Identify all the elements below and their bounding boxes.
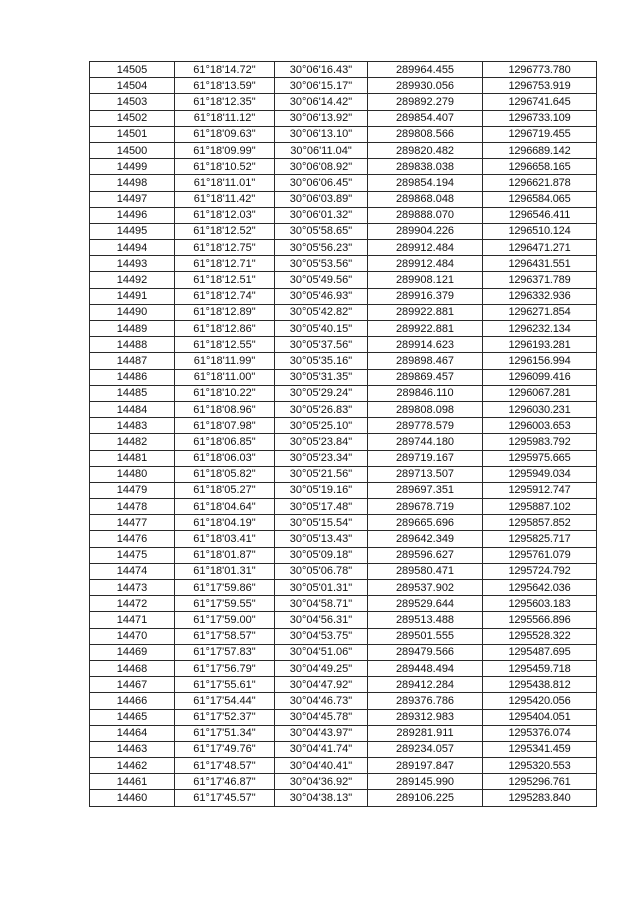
point-id-cell: 14461 <box>90 774 175 790</box>
table-row <box>90 191 597 207</box>
y-coordinate-cell: 1295825.717 <box>483 531 597 547</box>
x-coordinate-cell: 289778.579 <box>368 418 483 434</box>
y-coordinate-cell: 1295857.852 <box>483 515 597 531</box>
latitude-cell: 61°18'14.72" <box>175 62 275 78</box>
table-row <box>90 272 597 288</box>
point-id-cell: 14485 <box>90 385 175 401</box>
y-coordinate-cell: 1296621.878 <box>483 175 597 191</box>
table-row <box>90 288 597 304</box>
x-coordinate-cell: 289665.696 <box>368 515 483 531</box>
y-coordinate-cell: 1296332.936 <box>483 288 597 304</box>
table-row <box>90 369 597 385</box>
latitude-cell: 61°18'03.41" <box>175 531 275 547</box>
point-id-cell: 14500 <box>90 142 175 158</box>
table-row <box>90 337 597 353</box>
table-row <box>90 434 597 450</box>
coordinates-table <box>89 61 597 807</box>
x-coordinate-cell: 289838.038 <box>368 159 483 175</box>
point-id-cell: 14503 <box>90 94 175 110</box>
table-row <box>90 790 597 806</box>
table-row <box>90 644 597 660</box>
y-coordinate-cell: 1295420.056 <box>483 693 597 709</box>
latitude-cell: 61°18'09.99" <box>175 142 275 158</box>
point-id-cell: 14470 <box>90 628 175 644</box>
longitude-cell: 30°06'16.43" <box>275 62 368 78</box>
longitude-cell: 30°06'03.89" <box>275 191 368 207</box>
longitude-cell: 30°05'13.43" <box>275 531 368 547</box>
latitude-cell: 61°17'48.57" <box>175 758 275 774</box>
longitude-cell: 30°05'01.31" <box>275 580 368 596</box>
longitude-cell: 30°05'35.16" <box>275 353 368 369</box>
longitude-cell: 30°06'06.45" <box>275 175 368 191</box>
longitude-cell: 30°04'41.74" <box>275 741 368 757</box>
table-row <box>90 547 597 563</box>
x-coordinate-cell: 289964.455 <box>368 62 483 78</box>
table-row <box>90 450 597 466</box>
point-id-cell: 14488 <box>90 337 175 353</box>
point-id-cell: 14464 <box>90 725 175 741</box>
latitude-cell: 61°18'11.42" <box>175 191 275 207</box>
longitude-cell: 30°04'58.71" <box>275 596 368 612</box>
point-id-cell: 14486 <box>90 369 175 385</box>
x-coordinate-cell: 289854.194 <box>368 175 483 191</box>
y-coordinate-cell: 1296584.065 <box>483 191 597 207</box>
coordinates-table-body <box>90 62 597 807</box>
point-id-cell: 14479 <box>90 482 175 498</box>
table-row <box>90 385 597 401</box>
x-coordinate-cell: 289513.488 <box>368 612 483 628</box>
table-row <box>90 78 597 94</box>
y-coordinate-cell: 1296733.109 <box>483 110 597 126</box>
point-id-cell: 14473 <box>90 580 175 596</box>
x-coordinate-cell: 289376.786 <box>368 693 483 709</box>
y-coordinate-cell: 1296658.165 <box>483 159 597 175</box>
x-coordinate-cell: 289678.719 <box>368 499 483 515</box>
table-row <box>90 677 597 693</box>
x-coordinate-cell: 289537.902 <box>368 580 483 596</box>
x-coordinate-cell: 289916.379 <box>368 288 483 304</box>
latitude-cell: 61°18'12.03" <box>175 207 275 223</box>
longitude-cell: 30°04'53.75" <box>275 628 368 644</box>
table-row <box>90 223 597 239</box>
x-coordinate-cell: 289596.627 <box>368 547 483 563</box>
latitude-cell: 61°18'10.52" <box>175 159 275 175</box>
point-id-cell: 14482 <box>90 434 175 450</box>
table-row <box>90 725 597 741</box>
y-coordinate-cell: 1295404.051 <box>483 709 597 725</box>
x-coordinate-cell: 289930.056 <box>368 78 483 94</box>
point-id-cell: 14471 <box>90 612 175 628</box>
longitude-cell: 30°05'06.78" <box>275 563 368 579</box>
y-coordinate-cell: 1295566.896 <box>483 612 597 628</box>
latitude-cell: 61°17'51.34" <box>175 725 275 741</box>
point-id-cell: 14493 <box>90 256 175 272</box>
y-coordinate-cell: 1295341.459 <box>483 741 597 757</box>
y-coordinate-cell: 1296193.281 <box>483 337 597 353</box>
point-id-cell: 14475 <box>90 547 175 563</box>
table-row <box>90 240 597 256</box>
y-coordinate-cell: 1295438.812 <box>483 677 597 693</box>
longitude-cell: 30°06'13.92" <box>275 110 368 126</box>
longitude-cell: 30°05'26.83" <box>275 401 368 417</box>
latitude-cell: 61°17'52.37" <box>175 709 275 725</box>
table-row <box>90 94 597 110</box>
y-coordinate-cell: 1296689.142 <box>483 142 597 158</box>
longitude-cell: 30°05'56.23" <box>275 240 368 256</box>
point-id-cell: 14465 <box>90 709 175 725</box>
x-coordinate-cell: 289922.881 <box>368 321 483 337</box>
point-id-cell: 14468 <box>90 660 175 676</box>
y-coordinate-cell: 1296003.653 <box>483 418 597 434</box>
table-row <box>90 531 597 547</box>
table-row <box>90 175 597 191</box>
point-id-cell: 14484 <box>90 401 175 417</box>
latitude-cell: 61°17'45.57" <box>175 790 275 806</box>
y-coordinate-cell: 1295761.079 <box>483 547 597 563</box>
point-id-cell: 14489 <box>90 321 175 337</box>
table-row <box>90 304 597 320</box>
longitude-cell: 30°05'17.48" <box>275 499 368 515</box>
latitude-cell: 61°17'58.57" <box>175 628 275 644</box>
point-id-cell: 14499 <box>90 159 175 175</box>
x-coordinate-cell: 289744.180 <box>368 434 483 450</box>
latitude-cell: 61°18'05.27" <box>175 482 275 498</box>
point-id-cell: 14487 <box>90 353 175 369</box>
x-coordinate-cell: 289908.121 <box>368 272 483 288</box>
x-coordinate-cell: 289914.623 <box>368 337 483 353</box>
table-row <box>90 207 597 223</box>
longitude-cell: 30°04'47.92" <box>275 677 368 693</box>
x-coordinate-cell: 289697.351 <box>368 482 483 498</box>
table-row <box>90 321 597 337</box>
point-id-cell: 14492 <box>90 272 175 288</box>
latitude-cell: 61°18'04.64" <box>175 499 275 515</box>
point-id-cell: 14498 <box>90 175 175 191</box>
point-id-cell: 14490 <box>90 304 175 320</box>
point-id-cell: 14469 <box>90 644 175 660</box>
y-coordinate-cell: 1296719.455 <box>483 126 597 142</box>
longitude-cell: 30°05'46.93" <box>275 288 368 304</box>
point-id-cell: 14501 <box>90 126 175 142</box>
table-row <box>90 142 597 158</box>
latitude-cell: 61°17'46.87" <box>175 774 275 790</box>
y-coordinate-cell: 1295459.718 <box>483 660 597 676</box>
longitude-cell: 30°04'38.13" <box>275 790 368 806</box>
latitude-cell: 61°18'12.75" <box>175 240 275 256</box>
longitude-cell: 30°05'21.56" <box>275 466 368 482</box>
latitude-cell: 61°18'09.63" <box>175 126 275 142</box>
latitude-cell: 61°18'10.22" <box>175 385 275 401</box>
latitude-cell: 61°18'12.74" <box>175 288 275 304</box>
longitude-cell: 30°05'09.18" <box>275 547 368 563</box>
latitude-cell: 61°18'01.31" <box>175 563 275 579</box>
x-coordinate-cell: 289869.457 <box>368 369 483 385</box>
table-row <box>90 693 597 709</box>
longitude-cell: 30°06'01.32" <box>275 207 368 223</box>
table-row <box>90 612 597 628</box>
latitude-cell: 61°17'59.55" <box>175 596 275 612</box>
longitude-cell: 30°05'37.56" <box>275 337 368 353</box>
y-coordinate-cell: 1296510.124 <box>483 223 597 239</box>
point-id-cell: 14462 <box>90 758 175 774</box>
longitude-cell: 30°05'42.82" <box>275 304 368 320</box>
point-id-cell: 14478 <box>90 499 175 515</box>
latitude-cell: 61°18'04.19" <box>175 515 275 531</box>
x-coordinate-cell: 289580.471 <box>368 563 483 579</box>
y-coordinate-cell: 1296067.281 <box>483 385 597 401</box>
table-row <box>90 401 597 417</box>
point-id-cell: 14467 <box>90 677 175 693</box>
x-coordinate-cell: 289868.048 <box>368 191 483 207</box>
x-coordinate-cell: 289820.482 <box>368 142 483 158</box>
x-coordinate-cell: 289234.057 <box>368 741 483 757</box>
latitude-cell: 61°18'13.59" <box>175 78 275 94</box>
x-coordinate-cell: 289912.484 <box>368 256 483 272</box>
x-coordinate-cell: 289892.279 <box>368 94 483 110</box>
latitude-cell: 61°18'08.96" <box>175 401 275 417</box>
table-row <box>90 499 597 515</box>
x-coordinate-cell: 289145.990 <box>368 774 483 790</box>
x-coordinate-cell: 289854.407 <box>368 110 483 126</box>
x-coordinate-cell: 289312.983 <box>368 709 483 725</box>
y-coordinate-cell: 1295887.102 <box>483 499 597 515</box>
longitude-cell: 30°05'31.35" <box>275 369 368 385</box>
x-coordinate-cell: 289642.349 <box>368 531 483 547</box>
table-row <box>90 482 597 498</box>
longitude-cell: 30°04'40.41" <box>275 758 368 774</box>
x-coordinate-cell: 289888.070 <box>368 207 483 223</box>
longitude-cell: 30°04'56.31" <box>275 612 368 628</box>
x-coordinate-cell: 289197.847 <box>368 758 483 774</box>
longitude-cell: 30°05'58.65" <box>275 223 368 239</box>
latitude-cell: 61°17'56.79" <box>175 660 275 676</box>
table-row <box>90 758 597 774</box>
longitude-cell: 30°05'49.56" <box>275 272 368 288</box>
latitude-cell: 61°17'59.86" <box>175 580 275 596</box>
longitude-cell: 30°04'36.92" <box>275 774 368 790</box>
latitude-cell: 61°17'59.00" <box>175 612 275 628</box>
y-coordinate-cell: 1295949.034 <box>483 466 597 482</box>
longitude-cell: 30°05'25.10" <box>275 418 368 434</box>
y-coordinate-cell: 1295487.695 <box>483 644 597 660</box>
table-row <box>90 110 597 126</box>
longitude-cell: 30°05'23.84" <box>275 434 368 450</box>
longitude-cell: 30°05'15.54" <box>275 515 368 531</box>
latitude-cell: 61°18'12.89" <box>175 304 275 320</box>
longitude-cell: 30°06'14.42" <box>275 94 368 110</box>
y-coordinate-cell: 1295283.840 <box>483 790 597 806</box>
y-coordinate-cell: 1295603.183 <box>483 596 597 612</box>
table-row <box>90 741 597 757</box>
point-id-cell: 14476 <box>90 531 175 547</box>
x-coordinate-cell: 289479.566 <box>368 644 483 660</box>
table-row <box>90 660 597 676</box>
longitude-cell: 30°04'49.25" <box>275 660 368 676</box>
y-coordinate-cell: 1296546.411 <box>483 207 597 223</box>
x-coordinate-cell: 289281.911 <box>368 725 483 741</box>
y-coordinate-cell: 1295642.036 <box>483 580 597 596</box>
point-id-cell: 14505 <box>90 62 175 78</box>
point-id-cell: 14502 <box>90 110 175 126</box>
longitude-cell: 30°04'46.73" <box>275 693 368 709</box>
x-coordinate-cell: 289501.555 <box>368 628 483 644</box>
point-id-cell: 14477 <box>90 515 175 531</box>
longitude-cell: 30°05'23.34" <box>275 450 368 466</box>
y-coordinate-cell: 1295975.665 <box>483 450 597 466</box>
y-coordinate-cell: 1296773.780 <box>483 62 597 78</box>
point-id-cell: 14483 <box>90 418 175 434</box>
y-coordinate-cell: 1296431.551 <box>483 256 597 272</box>
point-id-cell: 14496 <box>90 207 175 223</box>
latitude-cell: 61°17'57.83" <box>175 644 275 660</box>
x-coordinate-cell: 289808.098 <box>368 401 483 417</box>
table-row <box>90 628 597 644</box>
x-coordinate-cell: 289106.225 <box>368 790 483 806</box>
longitude-cell: 30°06'11.04" <box>275 142 368 158</box>
point-id-cell: 14460 <box>90 790 175 806</box>
y-coordinate-cell: 1296371.789 <box>483 272 597 288</box>
latitude-cell: 61°18'11.01" <box>175 175 275 191</box>
latitude-cell: 61°18'07.98" <box>175 418 275 434</box>
table-row <box>90 159 597 175</box>
longitude-cell: 30°05'19.16" <box>275 482 368 498</box>
latitude-cell: 61°18'12.55" <box>175 337 275 353</box>
longitude-cell: 30°04'51.06" <box>275 644 368 660</box>
x-coordinate-cell: 289898.467 <box>368 353 483 369</box>
y-coordinate-cell: 1295376.074 <box>483 725 597 741</box>
x-coordinate-cell: 289529.644 <box>368 596 483 612</box>
point-id-cell: 14495 <box>90 223 175 239</box>
table-row <box>90 580 597 596</box>
x-coordinate-cell: 289412.284 <box>368 677 483 693</box>
latitude-cell: 61°17'49.76" <box>175 741 275 757</box>
latitude-cell: 61°18'01.87" <box>175 547 275 563</box>
point-id-cell: 14491 <box>90 288 175 304</box>
table-row <box>90 126 597 142</box>
longitude-cell: 30°05'40.15" <box>275 321 368 337</box>
table-row <box>90 62 597 78</box>
x-coordinate-cell: 289808.566 <box>368 126 483 142</box>
y-coordinate-cell: 1295724.792 <box>483 563 597 579</box>
latitude-cell: 61°17'55.61" <box>175 677 275 693</box>
point-id-cell: 14497 <box>90 191 175 207</box>
y-coordinate-cell: 1296099.416 <box>483 369 597 385</box>
x-coordinate-cell: 289904.226 <box>368 223 483 239</box>
latitude-cell: 61°18'12.52" <box>175 223 275 239</box>
longitude-cell: 30°04'43.97" <box>275 725 368 741</box>
y-coordinate-cell: 1295912.747 <box>483 482 597 498</box>
longitude-cell: 30°06'15.17" <box>275 78 368 94</box>
latitude-cell: 61°18'12.51" <box>175 272 275 288</box>
y-coordinate-cell: 1296271.854 <box>483 304 597 320</box>
latitude-cell: 61°18'11.00" <box>175 369 275 385</box>
x-coordinate-cell: 289713.507 <box>368 466 483 482</box>
point-id-cell: 14494 <box>90 240 175 256</box>
latitude-cell: 61°18'11.99" <box>175 353 275 369</box>
latitude-cell: 61°18'06.03" <box>175 450 275 466</box>
longitude-cell: 30°06'13.10" <box>275 126 368 142</box>
y-coordinate-cell: 1295983.792 <box>483 434 597 450</box>
latitude-cell: 61°18'06.85" <box>175 434 275 450</box>
latitude-cell: 61°17'54.44" <box>175 693 275 709</box>
y-coordinate-cell: 1296471.271 <box>483 240 597 256</box>
point-id-cell: 14474 <box>90 563 175 579</box>
point-id-cell: 14472 <box>90 596 175 612</box>
latitude-cell: 61°18'12.86" <box>175 321 275 337</box>
table-row <box>90 563 597 579</box>
y-coordinate-cell: 1296030.231 <box>483 401 597 417</box>
x-coordinate-cell: 289448.494 <box>368 660 483 676</box>
table-row <box>90 774 597 790</box>
table-row <box>90 353 597 369</box>
y-coordinate-cell: 1296232.134 <box>483 321 597 337</box>
point-id-cell: 14466 <box>90 693 175 709</box>
latitude-cell: 61°18'05.82" <box>175 466 275 482</box>
table-row <box>90 596 597 612</box>
table-row <box>90 466 597 482</box>
x-coordinate-cell: 289912.484 <box>368 240 483 256</box>
point-id-cell: 14481 <box>90 450 175 466</box>
point-id-cell: 14480 <box>90 466 175 482</box>
x-coordinate-cell: 289719.167 <box>368 450 483 466</box>
longitude-cell: 30°04'45.78" <box>275 709 368 725</box>
table-row <box>90 515 597 531</box>
y-coordinate-cell: 1296753.919 <box>483 78 597 94</box>
point-id-cell: 14463 <box>90 741 175 757</box>
longitude-cell: 30°06'08.92" <box>275 159 368 175</box>
table-row <box>90 256 597 272</box>
longitude-cell: 30°05'29.24" <box>275 385 368 401</box>
table-row <box>90 418 597 434</box>
y-coordinate-cell: 1295296.761 <box>483 774 597 790</box>
point-id-cell: 14504 <box>90 78 175 94</box>
y-coordinate-cell: 1295528.322 <box>483 628 597 644</box>
y-coordinate-cell: 1296741.645 <box>483 94 597 110</box>
table-row <box>90 709 597 725</box>
y-coordinate-cell: 1296156.994 <box>483 353 597 369</box>
x-coordinate-cell: 289922.881 <box>368 304 483 320</box>
latitude-cell: 61°18'12.71" <box>175 256 275 272</box>
latitude-cell: 61°18'12.35" <box>175 94 275 110</box>
longitude-cell: 30°05'53.56" <box>275 256 368 272</box>
y-coordinate-cell: 1295320.553 <box>483 758 597 774</box>
latitude-cell: 61°18'11.12" <box>175 110 275 126</box>
x-coordinate-cell: 289846.110 <box>368 385 483 401</box>
